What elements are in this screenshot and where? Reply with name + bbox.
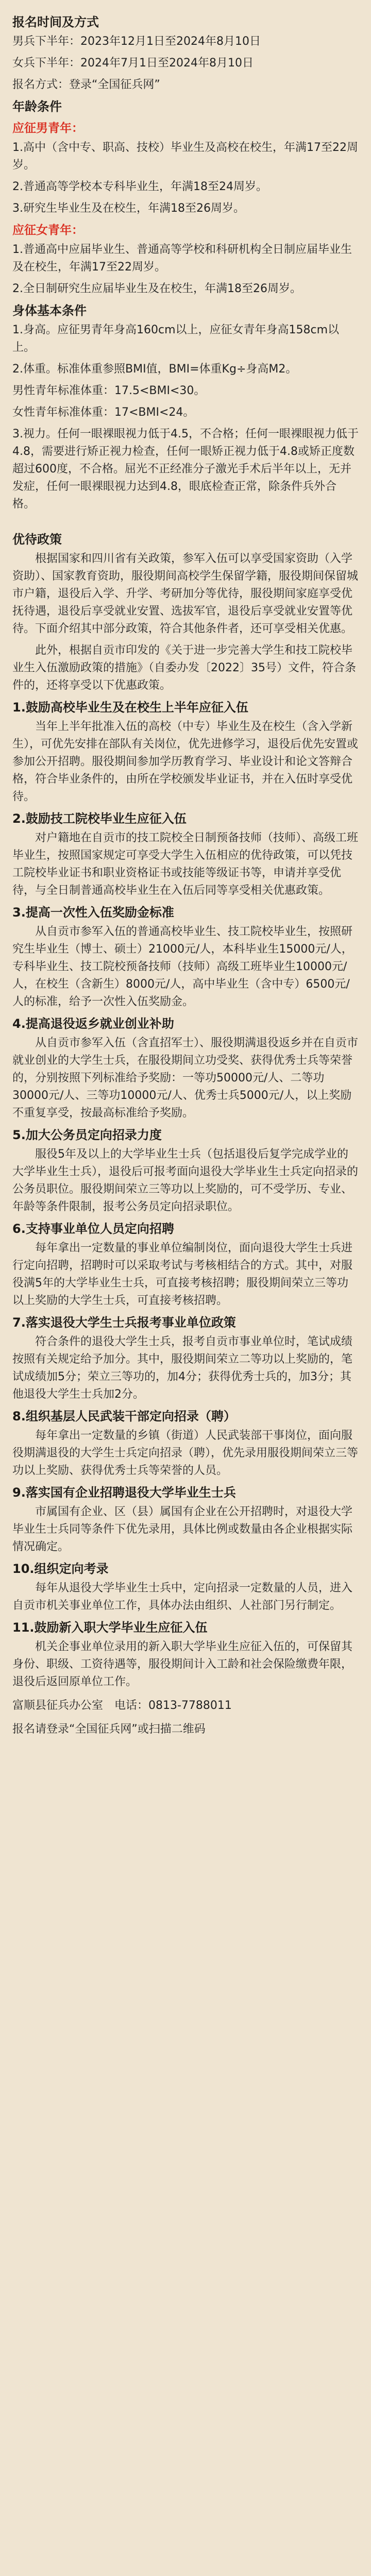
paragraph: 符合条件的退役大学生士兵，报考自贡市事业单位时，笔试成绩按照有关规定给予加分。其中，服役期间荣立二等功以上奖励的，笔试成绩加5分；荣立三等功的，加4分；获得优秀士兵的，加3分；其他退役大学生士兵加2分。 <box>12 1335 353 1401</box>
subsection-heading: 应征男青年： <box>12 122 83 135</box>
section-heading: 5.加大公务员定向招录力度 <box>12 1128 162 1142</box>
section-heading: 年龄条件 <box>12 99 62 114</box>
section-heading: 身体基本条件 <box>12 303 87 318</box>
paragraph: 此外，根据自贡市印发的《关于进一步完善大学生和技工院校毕业生入伍激励政策的措施》（自委办发〔2022〕35号）文件，符合条件的，还将享受以下优惠政策。 <box>12 644 356 692</box>
paragraph: 1.普通高中应届毕业生、普通高等学校和科研机构全日制应届毕业生及在校生，年满17至22周岁。 <box>12 243 352 274</box>
section-heading: 7.落实退役大学生士兵报考事业单位政策 <box>12 1315 236 1330</box>
paragraph: 1.身高。应征男青年身高160cm以上，应征女青年身高158cm以上。 <box>12 324 340 354</box>
paragraph: 服役5年及以上的大学毕业生士兵（包括退役后复学完成学业的大学毕业生士兵），退役后可报考面向退役大学毕业生士兵定向招录的公务员职位。服役期间荣立三等功以上奖励的，可不受学历、专业、年龄等条件限制，报考公务员定向招录职位。 <box>12 1148 359 1213</box>
section-heading: 10.组织定向考录 <box>12 1562 109 1576</box>
paragraph: 2.体重。标准体重参照BMI值，BMI=体重Kg÷身高M2。 <box>12 363 297 376</box>
section-heading: 9.落实国有企业招聘退役大学毕业生士兵 <box>12 1485 236 1500</box>
paragraph: 男性青年标准体重：17.5<BMI<30。 <box>12 384 206 397</box>
paragraph: 每年拿出一定数量的乡镇（街道）人民武装部干事岗位，面向服役期满退役的大学生士兵定向招录（聘），优先录用服役期间荣立三等功以上奖励、获得优秀士兵等荣誉的人员。 <box>12 1429 359 1477</box>
section-heading: 3.提高一次性入伍奖励金标准 <box>12 905 174 920</box>
section-heading: 报名时间及方式 <box>12 15 99 29</box>
section-heading: 8.组织基层人民武装干部定向招录（聘） <box>12 1409 236 1423</box>
paragraph: 2.全日制研究生应届毕业生及在校生，年满18至26周岁。 <box>12 282 301 295</box>
paragraph: 3.研究生毕业生及在校生，年满18至26周岁。 <box>12 202 245 215</box>
paragraph: 每年拿出一定数量的事业单位编制岗位，面向退役大学生士兵进行定向招聘，招聘时可以采取考试与考核相结合的方式。其中，对服役满5年的大学毕业生士兵，可直接考核招聘；服役期间荣立三等功以上奖励的大学生士兵，可直接考核招聘。 <box>12 1242 353 1307</box>
paragraph: 男兵下半年：2023年12月1日至2024年8月10日 <box>12 35 261 48</box>
paragraph: 对户籍地在自贡市的技工院校全日制预备技师（技师）、高级工班毕业生，按照国家规定可享受大学生入伍相应的优待政策，可以凭技工院校毕业证书和职业资格证书或技能等级证书等，申请并享受优待，与全日制普通高校毕业生在入伍后同等享受相关优惠政策。 <box>12 832 359 897</box>
footer-line: 报名请登录“全国征兵网”或扫描二维码 <box>12 1723 206 1736</box>
paragraph: 市属国有企业、区（县）属国有企业在公开招聘时，对退役大学毕业生士兵同等条件下优先录用，具体比例或数量由各企业根据实际情况确定。 <box>12 1505 353 1553</box>
section-heading: 2.鼓励技工院校毕业生应征入伍 <box>12 811 187 826</box>
paragraph: 3.视力。任何一眼裸眼视力低于4.5，不合格；任何一眼裸眼视力低于4.8，需要进行矫正视力检查，任何一眼矫正视力低于4.8或矫正度数超过600度，不合格。屈光不正经准分子激光手术后半年以上，无并发症，任何一眼裸眼视力达到4.8，眼底检查正常，除条件兵外合格。 <box>12 428 359 511</box>
paragraph: 报名方式：登录“全国征兵网” <box>12 78 160 91</box>
section-heading: 4.提高退役返乡就业创业补助 <box>12 1016 174 1031</box>
spacer <box>12 517 359 527</box>
paragraph: 从自贡市参军入伍（含直招军士）、服役期满退役返乡并在自贡市就业创业的大学生士兵，在服役期间立功受奖、获得优秀士兵等荣誉的，分别按照下列标准给予奖励：一等功50000元/人、二等功30000元/人、三等功10000元/人、优秀士兵5000元/人，以上奖励不重复享受，按最高标准给予奖励。 <box>12 1037 359 1120</box>
paragraph: 女兵下半年：2024年7月1日至2024年8月10日 <box>12 57 254 70</box>
paragraph: 根据国家和四川省有关政策，参军入伍可以享受国家资助（入学资助）、国家教育资助，服役期间高校学生保留学籍，服役期间保留城市户籍，退役后入学、升学、考研加分等优待，服役期间家庭享受优抚待遇，退役后享受就业安置、选拔军官，退役后享受就业安置等优待。下面介绍其中部分政策，符合其他条件者，还可享受相关优惠。 <box>12 552 359 635</box>
paragraph: 机关企事业单位录用的新入职大学毕业生应征入伍的，可保留其身份、职级、工资待遇等，服役期间计入工龄和社会保险缴费年限，退役后返回原单位工作。 <box>12 1640 353 1688</box>
section-heading: 11.鼓励新入职大学毕业生应征入伍 <box>12 1620 208 1635</box>
paragraph: 每年从退役大学毕业生士兵中，定向招录一定数量的人员，进入自贡市机关事业单位工作，具体办法由组织、人社部门另行制定。 <box>12 1582 353 1612</box>
paragraph: 女性青年标准体重：17<BMI<24。 <box>12 406 195 419</box>
paragraph: 1.高中（含中专、职高、技校）毕业生及高校在校生，年满17至22周岁。 <box>12 141 358 172</box>
paragraph: 当年上半年批准入伍的高校（中专）毕业生及在校生（含入学新生），可优先安排在部队有关岗位，优先进修学习，退役后优先安置或参加公开招聘。服役期间参加学历教育学习、毕业设计和论文答辩合格，符合毕业条件的，由所在学校颁发毕业证书，并在入伍时享受优待。 <box>12 720 359 803</box>
paragraph: 2.普通高等学校本专科毕业生，年满18至24周岁。 <box>12 180 267 193</box>
subsection-heading: 应征女青年： <box>12 224 83 237</box>
section-heading: 6.支持事业单位人员定向招聘 <box>12 1222 174 1236</box>
section-heading: 1.鼓励高校毕业生及在校生上半年应征入伍 <box>12 700 248 715</box>
section-heading: 优待政策 <box>12 532 62 547</box>
footer-line: 富顺县征兵办公室 电话：0813-7788011 <box>12 1699 232 1712</box>
paragraph: 从自贡市参军入伍的普通高校毕业生、技工院校毕业生，按照研究生毕业生（博士、硕士）21000元/人，本科毕业生15000元/人，专科毕业生、技工院校预备技师（技师）高级工班毕业生10000元/人，在校生（含新生）8000元/人，高中毕业生（含中专）6500元/人的标准，给予一次性入伍奖励金。 <box>12 925 353 1008</box>
